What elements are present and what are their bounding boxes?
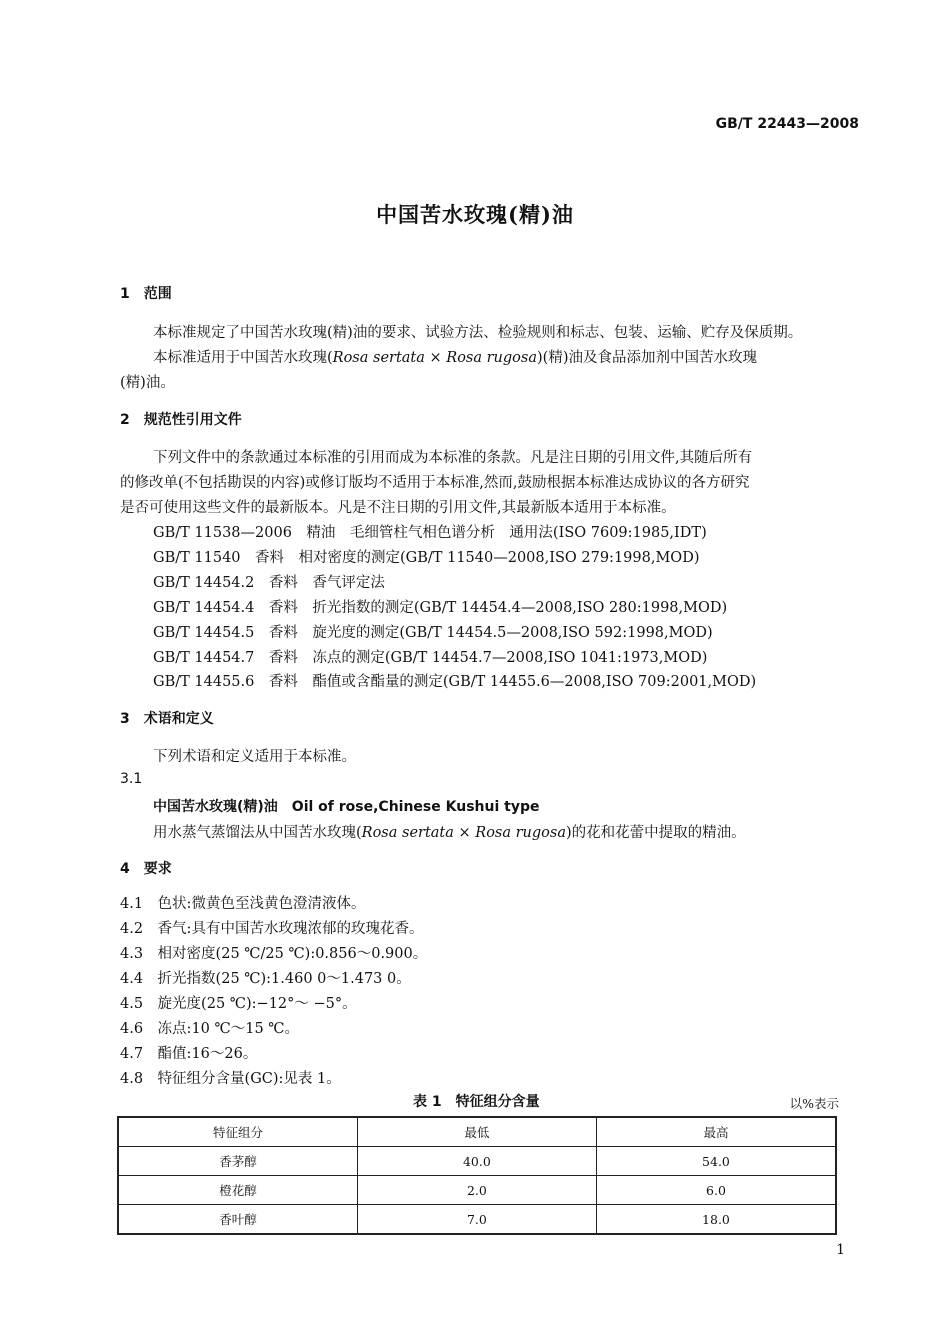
table-cell: 40.0 — [357, 1147, 596, 1176]
section-2-line-2: 的修改单(不包括勘误的内容)或修订版均不适用于本标准,然而,鼓励根据本标准达成协议的各方研究 — [120, 475, 750, 491]
requirement-item: 4.5 旋光度(25 ℃):−12°～ −5°。 — [120, 996, 357, 1012]
table-cell: 香叶醇 — [118, 1205, 357, 1235]
requirement-item: 4.6 冻点:10 ℃～15 ℃。 — [120, 1021, 300, 1037]
table-row — [118, 1147, 836, 1176]
table-header-cell: 特征组分 — [118, 1117, 357, 1147]
requirement-item: 4.4 折光指数(25 ℃):1.460 0～1.473 0。 — [120, 971, 411, 987]
standard-code: GB/T 22443—2008 — [715, 116, 859, 132]
reference-item: GB/T 14454.5 香料 旋光度的测定(GB/T 14454.5—2008,ISO 592:1998,MOD) — [153, 625, 713, 641]
section-1-para-2: 本标准适用于中国苦水玫瑰(Rosa sertata × Rosa rugosa)(精)油及食品添加剂中国苦水玫瑰 — [153, 350, 757, 366]
table-header-cell: 最低 — [357, 1117, 596, 1147]
requirement-item: 4.8 特征组分含量(GC):见表 1。 — [120, 1071, 341, 1087]
reference-item: GB/T 11538—2006 精油 毛细管柱气相色谱分析 通用法(ISO 7609:1985,IDT) — [153, 525, 707, 541]
reference-item: GB/T 14455.6 香料 酯值或含酯量的测定(GB/T 14455.6—2008,ISO 709:2001,MOD) — [153, 674, 757, 690]
requirement-item: 4.1 色状:微黄色至浅黄色澄清液体。 — [120, 896, 366, 912]
reference-item: GB/T 11540 香料 相对密度的测定(GB/T 11540—2008,ISO 279:1998,MOD) — [153, 550, 700, 566]
section-2-line-3: 是否可使用这些文件的最新版本。凡是不注日期的引用文件,其最新版本适用于本标准。 — [120, 500, 676, 516]
table-row — [118, 1176, 836, 1205]
table-caption: 表 1 特征组分含量 — [413, 1094, 540, 1110]
term-definition: 用水蒸气蒸馏法从中国苦水玫瑰(Rosa sertata × Rosa rugosa)的花和花蕾中提取的精油。 — [153, 825, 746, 841]
section-4-heading: 4 要求 — [120, 861, 172, 877]
table-cell: 54.0 — [596, 1147, 836, 1176]
table-cell: 2.0 — [357, 1176, 596, 1205]
section-3-intro: 下列术语和定义适用于本标准。 — [153, 749, 356, 765]
requirement-item: 4.7 酯值:16～26。 — [120, 1046, 258, 1062]
page-title: 中国苦水玫瑰(精)油 — [376, 202, 574, 227]
table-header-row — [118, 1117, 836, 1147]
page-number: 1 — [836, 1242, 845, 1258]
section-3-1-number: 3.1 — [120, 771, 143, 787]
requirement-item: 4.3 相对密度(25 ℃/25 ℃):0.856～0.900。 — [120, 946, 428, 962]
table-row — [118, 1205, 836, 1235]
table-cell: 橙花醇 — [118, 1176, 357, 1205]
requirement-item: 4.2 香气:具有中国苦水玫瑰浓郁的玫瑰花香。 — [120, 921, 424, 937]
table-unit: 以%表示 — [789, 1096, 839, 1111]
section-2-heading: 2 规范性引用文件 — [120, 412, 242, 428]
section-1-para-2-cont: (精)油。 — [120, 375, 175, 391]
table-cell: 香茅醇 — [118, 1147, 357, 1176]
section-1-heading: 1 范围 — [120, 286, 172, 302]
section-1-para-1: 本标准规定了中国苦水玫瑰(精)油的要求、试验方法、检验规则和标志、包装、运输、贮存及保质期。 — [153, 325, 803, 341]
components-table — [117, 1116, 837, 1235]
reference-item: GB/T 14454.4 香料 折光指数的测定(GB/T 14454.4—2008,ISO 280:1998,MOD) — [153, 600, 728, 616]
table-cell: 6.0 — [596, 1176, 836, 1205]
table-cell: 18.0 — [596, 1205, 836, 1235]
reference-item: GB/T 14454.2 香料 香气评定法 — [153, 575, 385, 591]
term-heading: 中国苦水玫瑰(精)油 Oil of rose,Chinese Kushui type — [153, 799, 540, 815]
section-3-heading: 3 术语和定义 — [120, 711, 214, 727]
table-cell: 7.0 — [357, 1205, 596, 1235]
table-header-cell: 最高 — [596, 1117, 836, 1147]
reference-item: GB/T 14454.7 香料 冻点的测定(GB/T 14454.7—2008,ISO 1041:1973,MOD) — [153, 650, 708, 666]
section-2-line-1: 下列文件中的条款通过本标准的引用而成为本标准的条款。凡是注日期的引用文件,其随后所有 — [153, 450, 753, 466]
